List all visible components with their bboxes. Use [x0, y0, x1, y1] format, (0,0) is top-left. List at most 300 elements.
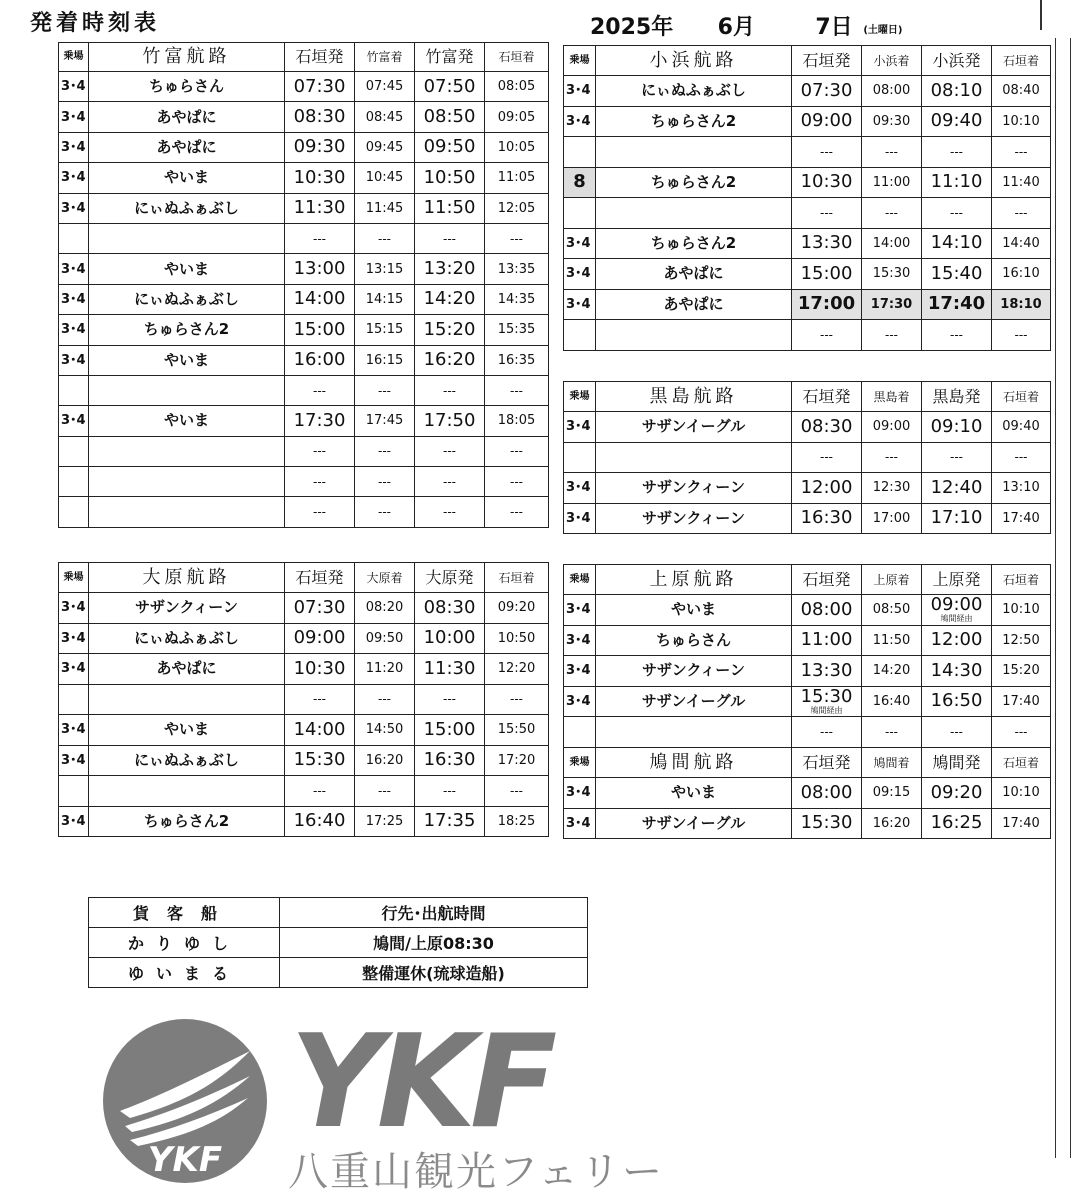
- time-cell: [862, 167, 922, 198]
- time-cell: [992, 778, 1051, 809]
- time-cell: [285, 254, 355, 284]
- time-cell: [485, 254, 549, 284]
- time-cell: [355, 406, 415, 436]
- time-cell: [922, 167, 992, 198]
- ship-name-cell: [89, 223, 285, 253]
- time-cell: [415, 375, 485, 405]
- time-value: 13:20: [423, 258, 476, 280]
- kuroshima-row: [564, 473, 1051, 504]
- time-cell: [792, 656, 862, 687]
- time-cell: [485, 163, 549, 193]
- ship-name-cell: [596, 442, 792, 473]
- kohama-row: [564, 198, 1051, 229]
- berth-cell: [564, 320, 596, 351]
- berth-cell: 3･4: [564, 228, 596, 259]
- time-cell: [285, 436, 355, 466]
- time-cell: [792, 412, 862, 443]
- time-cell: [792, 289, 862, 320]
- time-value: 09:30: [293, 136, 346, 158]
- time-cell: [285, 193, 355, 223]
- time-value: 13:10: [1002, 480, 1040, 496]
- time-value: 14:00: [293, 288, 346, 310]
- time-value: 17:40: [1002, 510, 1040, 526]
- scan-edge-bar: [1055, 38, 1071, 1158]
- taketomi-row: [59, 193, 549, 223]
- kuroshima-row: [564, 503, 1051, 534]
- time-cell: [862, 320, 922, 351]
- time-value: 17:30: [293, 409, 346, 431]
- time-value: 14:50: [365, 722, 404, 738]
- time-value: 11:50: [872, 632, 911, 648]
- time-cell: [485, 223, 549, 253]
- time-value: 14:40: [1002, 235, 1040, 251]
- kohama-header-arrive-ishigaki: 石垣着: [992, 46, 1051, 76]
- time-cell: [285, 684, 355, 715]
- time-value: 13:15: [365, 261, 404, 277]
- ship-name-cell: [596, 717, 792, 748]
- berth-cell: 3･4: [59, 745, 89, 776]
- time-cell: [355, 102, 415, 132]
- taketomi-header-arrive-island: 竹富着: [355, 43, 415, 72]
- time-cell: [355, 497, 415, 527]
- time-cell: [862, 106, 922, 137]
- time-cell: [285, 102, 355, 132]
- ship-name-cell: サザンイーグル: [596, 686, 792, 717]
- time-cell: [355, 193, 415, 223]
- time-value: ---: [1014, 205, 1028, 220]
- taketomi-row: [59, 315, 549, 345]
- taketomi-route-table: [58, 42, 549, 528]
- time-value: 09:05: [497, 109, 536, 125]
- time-cell: [355, 715, 415, 746]
- uehara-row: [564, 625, 1051, 656]
- time-value: ---: [443, 383, 456, 398]
- ohara-row: [59, 806, 549, 837]
- taketomi-row: [59, 163, 549, 193]
- berth-cell: 3･4: [59, 654, 89, 685]
- uehara-row: [564, 656, 1051, 687]
- time-value: 08:45: [365, 109, 404, 125]
- time-cell: [355, 593, 415, 624]
- time-cell: [355, 345, 415, 375]
- ohara-route-table: [58, 562, 549, 837]
- time-value: 12:05: [497, 200, 536, 216]
- ship-name-cell: やいま: [89, 345, 285, 375]
- time-value: ---: [443, 505, 456, 520]
- berth-cell: 3･4: [564, 686, 596, 717]
- time-cell: [355, 163, 415, 193]
- time-value: 16:40: [872, 693, 911, 709]
- time-cell: [485, 284, 549, 314]
- ship-name-cell: [596, 137, 792, 168]
- time-cell: [992, 167, 1051, 198]
- ship-name-cell: あやぱに: [89, 654, 285, 685]
- time-value: 08:50: [423, 106, 476, 128]
- time-cell: [862, 595, 922, 626]
- ship-name-cell: ちゅらさん: [89, 72, 285, 102]
- time-cell: [485, 623, 549, 654]
- time-cell: [355, 223, 415, 253]
- time-cell: [792, 778, 862, 809]
- time-cell: [415, 163, 485, 193]
- ship-name-cell: やいま: [89, 406, 285, 436]
- time-cell: [992, 137, 1051, 168]
- berth-cell: 3･4: [59, 254, 89, 284]
- time-value: 14:15: [365, 291, 404, 307]
- ohara-row: [59, 593, 549, 624]
- time-value: 09:20: [497, 600, 536, 616]
- time-cell: [992, 198, 1051, 229]
- time-cell: [792, 442, 862, 473]
- berth-cell: 3･4: [564, 76, 596, 107]
- ship-name-cell: ちゅらさん2: [89, 806, 285, 837]
- time-value: 10:50: [423, 166, 476, 188]
- time-cell: [415, 223, 485, 253]
- time-value: 09:40: [930, 110, 983, 132]
- berth-cell: 3･4: [59, 406, 89, 436]
- time-cell: [862, 412, 922, 443]
- time-cell: [485, 654, 549, 685]
- ohara-row: [59, 654, 549, 685]
- time-value: 16:25: [930, 812, 983, 834]
- time-cell: [922, 625, 992, 656]
- time-cell: [415, 497, 485, 527]
- time-value: ---: [443, 444, 456, 459]
- time-value: 09:00: [800, 110, 853, 132]
- time-value: ---: [1014, 450, 1028, 465]
- uehara-route-table: [563, 564, 1051, 748]
- time-cell: [922, 686, 992, 717]
- time-value: 16:20: [365, 752, 404, 768]
- berth-cell: 3･4: [564, 503, 596, 534]
- kuroshima-row: [564, 412, 1051, 443]
- time-cell: [992, 595, 1051, 626]
- kohama-route-table: [563, 45, 1051, 351]
- hatoma-header-arrive-island: 鳩間着: [862, 748, 922, 778]
- time-cell: [992, 473, 1051, 504]
- ship-name-cell: あやぱに: [89, 102, 285, 132]
- hatoma-header-dep-ishigaki: 石垣発: [792, 748, 862, 778]
- time-value: 16:30: [800, 507, 853, 529]
- time-cell: [415, 345, 485, 375]
- time-cell: [922, 717, 992, 748]
- time-cell: [922, 473, 992, 504]
- time-value: 10:10: [1002, 602, 1040, 618]
- ship-name-cell: [89, 776, 285, 807]
- time-value: 16:20: [872, 815, 911, 831]
- time-value: 17:40: [927, 293, 986, 315]
- time-cell: [285, 776, 355, 807]
- time-cell: [355, 806, 415, 837]
- berth-cell: 3･4: [59, 715, 89, 746]
- time-cell: [415, 254, 485, 284]
- time-cell: [485, 745, 549, 776]
- time-value: 10:30: [293, 166, 346, 188]
- ohara-header-berth: 乗場: [59, 563, 89, 593]
- time-cell: [922, 503, 992, 534]
- time-cell: [992, 503, 1051, 534]
- date-weekday: (土曜日): [863, 24, 903, 36]
- time-value: ---: [1014, 327, 1028, 342]
- time-cell: [792, 595, 862, 626]
- time-value: 08:05: [497, 79, 536, 95]
- uehara-header-dep-ishigaki: 石垣発: [792, 565, 862, 595]
- time-value: 17:25: [365, 813, 404, 829]
- time-cell: [415, 745, 485, 776]
- ship-name-cell: ちゅらさん2: [596, 106, 792, 137]
- kohama-row: [564, 320, 1051, 351]
- time-value: 12:40: [930, 476, 983, 498]
- kohama-header-dep-island: 小浜発: [922, 46, 992, 76]
- time-value: 13:00: [293, 258, 346, 280]
- time-value: ---: [443, 692, 456, 707]
- time-cell: [992, 289, 1051, 320]
- uehara-row: [564, 717, 1051, 748]
- taketomi-header-route: 竹富航路: [89, 43, 285, 72]
- time-value: ---: [510, 783, 523, 798]
- kohama-header-berth: 乗場: [564, 46, 596, 76]
- time-value: 16:30: [423, 749, 476, 771]
- hatoma-header-berth: 乗場: [564, 748, 596, 778]
- time-value: ---: [950, 450, 963, 465]
- time-cell: [285, 497, 355, 527]
- berth-cell: [564, 442, 596, 473]
- taketomi-row: [59, 284, 549, 314]
- time-value: 14:20: [872, 663, 911, 679]
- time-value: 17:45: [365, 413, 404, 429]
- time-cell: [415, 715, 485, 746]
- time-value: 11:05: [497, 170, 536, 186]
- time-cell: [285, 72, 355, 102]
- cargo-row: [89, 958, 588, 988]
- time-cell: [415, 436, 485, 466]
- time-cell: [285, 806, 355, 837]
- time-cell: [992, 412, 1051, 443]
- ykf-emblem-logo: [100, 1016, 270, 1186]
- time-value: 09:20: [930, 781, 983, 803]
- time-cell: [485, 806, 549, 837]
- time-value: 09:00: [872, 419, 911, 435]
- time-cell: [992, 625, 1051, 656]
- time-cell: [792, 473, 862, 504]
- kohama-header-route: 小浜航路: [596, 46, 792, 76]
- time-cell: [922, 320, 992, 351]
- taketomi-row: [59, 375, 549, 405]
- time-value: 17:50: [423, 409, 476, 431]
- time-cell: [415, 406, 485, 436]
- ship-name-cell: あやぱに: [596, 259, 792, 290]
- time-value: 11:00: [800, 629, 853, 651]
- time-cell: [285, 745, 355, 776]
- time-cell: [355, 315, 415, 345]
- ohara-row: [59, 745, 549, 776]
- ship-name-cell: サザンクィーン: [89, 593, 285, 624]
- kuroshima-header-row: [564, 382, 1051, 412]
- time-value: 08:00: [872, 83, 911, 99]
- time-value: 16:10: [1002, 266, 1040, 282]
- time-value: 16:20: [423, 349, 476, 371]
- berth-cell: [59, 467, 89, 497]
- time-cell: [415, 193, 485, 223]
- time-cell: [792, 503, 862, 534]
- time-cell: [415, 806, 485, 837]
- time-value: 15:50: [497, 722, 536, 738]
- time-cell: [285, 345, 355, 375]
- time-value: ---: [820, 724, 833, 739]
- date-month: 6月: [717, 15, 755, 40]
- ship-name-cell: あやぱに: [596, 289, 792, 320]
- ohara-row: [59, 684, 549, 715]
- cargo-ship-name: ゆいまる: [89, 958, 280, 988]
- time-value: 17:00: [797, 293, 856, 315]
- ship-name-cell: やいま: [89, 163, 285, 193]
- berth-cell: 3･4: [564, 106, 596, 137]
- time-value: 08:00: [800, 781, 853, 803]
- time-cell: [922, 76, 992, 107]
- time-value: 14:00: [872, 235, 911, 251]
- time-cell: [415, 684, 485, 715]
- time-value: ---: [313, 783, 326, 798]
- ship-name-cell: [89, 436, 285, 466]
- time-value: ---: [820, 327, 833, 342]
- time-cell: [355, 467, 415, 497]
- time-value: ---: [378, 783, 391, 798]
- time-value: 12:20: [497, 661, 536, 677]
- time-value: ---: [950, 144, 963, 159]
- kohama-header-arrive-island: 小浜着: [862, 46, 922, 76]
- ship-name-cell: ちゅらさん2: [596, 228, 792, 259]
- kohama-row: [564, 259, 1051, 290]
- time-cell: [862, 442, 922, 473]
- time-cell: [285, 623, 355, 654]
- time-cell: [285, 593, 355, 624]
- berth-cell: 3･4: [59, 163, 89, 193]
- time-value: 12:00: [800, 476, 853, 498]
- uehara-header-route: 上原航路: [596, 565, 792, 595]
- time-cell: [355, 254, 415, 284]
- time-cell: [792, 198, 862, 229]
- time-value: 17:10: [930, 507, 983, 529]
- berth-cell: 3･4: [59, 72, 89, 102]
- time-cell: [285, 406, 355, 436]
- cargo-ship-table: [88, 897, 588, 988]
- kohama-header-dep-ishigaki: 石垣発: [792, 46, 862, 76]
- time-value: 08:50: [872, 602, 911, 618]
- berth-cell: [59, 776, 89, 807]
- time-cell: [792, 259, 862, 290]
- ykf-wordmark: YKF: [290, 1008, 552, 1157]
- time-cell: [285, 315, 355, 345]
- time-cell: [992, 808, 1051, 839]
- time-value: 17:40: [1002, 815, 1040, 831]
- kuroshima-header-arrive-ishigaki: 石垣着: [992, 382, 1051, 412]
- berth-cell: [59, 436, 89, 466]
- ohara-header-dep-island: 大原発: [415, 563, 485, 593]
- route-via-note: 鳩間経由: [810, 705, 843, 715]
- time-value: ---: [378, 474, 391, 489]
- time-cell: [992, 106, 1051, 137]
- hatoma-row: [564, 808, 1051, 839]
- time-cell: [922, 259, 992, 290]
- ship-name-cell: [596, 198, 792, 229]
- time-cell: [862, 198, 922, 229]
- time-cell: [992, 717, 1051, 748]
- taketomi-row: [59, 102, 549, 132]
- time-value: ---: [885, 144, 898, 159]
- time-value: ---: [950, 205, 963, 220]
- taketomi-row: [59, 72, 549, 102]
- time-cell: [355, 776, 415, 807]
- time-cell: [285, 163, 355, 193]
- time-value: 15:20: [1002, 663, 1040, 679]
- time-value: 07:50: [423, 75, 476, 97]
- cargo-row: [89, 928, 588, 958]
- cargo-header-ship: 貨客船: [89, 898, 280, 928]
- taketomi-row: [59, 223, 549, 253]
- ship-name-cell: あやぱに: [89, 132, 285, 162]
- time-value: ---: [378, 444, 391, 459]
- time-value: 11:50: [423, 197, 476, 219]
- cargo-ship-name: かりゆし: [89, 928, 280, 958]
- time-cell: [922, 656, 992, 687]
- time-value: 10:10: [1002, 785, 1040, 801]
- time-cell: [285, 375, 355, 405]
- time-value: 07:30: [293, 596, 346, 618]
- time-value: 09:45: [365, 139, 404, 155]
- ohara-header-arrive-ishigaki: 石垣着: [485, 563, 549, 593]
- berth-cell: 8: [564, 167, 596, 198]
- time-value: ---: [885, 205, 898, 220]
- time-cell: [355, 375, 415, 405]
- ohara-row: [59, 715, 549, 746]
- berth-cell: 3･4: [564, 625, 596, 656]
- time-value: ---: [378, 692, 391, 707]
- berth-cell: 3･4: [59, 623, 89, 654]
- time-value: 14:00: [293, 718, 346, 740]
- time-cell: [992, 259, 1051, 290]
- ship-name-cell: サザンクィーン: [596, 656, 792, 687]
- time-value: 10:30: [293, 657, 346, 679]
- time-cell: [862, 686, 922, 717]
- kohama-row: [564, 228, 1051, 259]
- ohara-header-row: [59, 563, 549, 593]
- berth-cell: 3･4: [59, 315, 89, 345]
- time-value: 15:00: [800, 262, 853, 284]
- berth-cell: 3･4: [564, 259, 596, 290]
- time-cell: [415, 654, 485, 685]
- kuroshima-header-route: 黒島航路: [596, 382, 792, 412]
- time-cell: [862, 76, 922, 107]
- time-value: 09:50: [365, 630, 404, 646]
- time-cell: [862, 778, 922, 809]
- taketomi-row: [59, 406, 549, 436]
- taketomi-header-arrive-ishigaki: 石垣着: [485, 43, 549, 72]
- berth-cell: [59, 375, 89, 405]
- kohama-header-row: [564, 46, 1051, 76]
- ship-name-cell: サザンイーグル: [596, 412, 792, 443]
- time-value: ---: [313, 474, 326, 489]
- time-cell: [792, 320, 862, 351]
- time-cell: [485, 436, 549, 466]
- time-cell: [862, 473, 922, 504]
- time-value: 18:10: [1000, 296, 1042, 312]
- time-value: 08:30: [423, 596, 476, 618]
- time-value: 14:10: [930, 232, 983, 254]
- taketomi-header-berth: 乗場: [59, 43, 89, 72]
- ship-name-cell: やいま: [89, 254, 285, 284]
- time-value: 14:30: [930, 659, 983, 681]
- ship-name-cell: [89, 467, 285, 497]
